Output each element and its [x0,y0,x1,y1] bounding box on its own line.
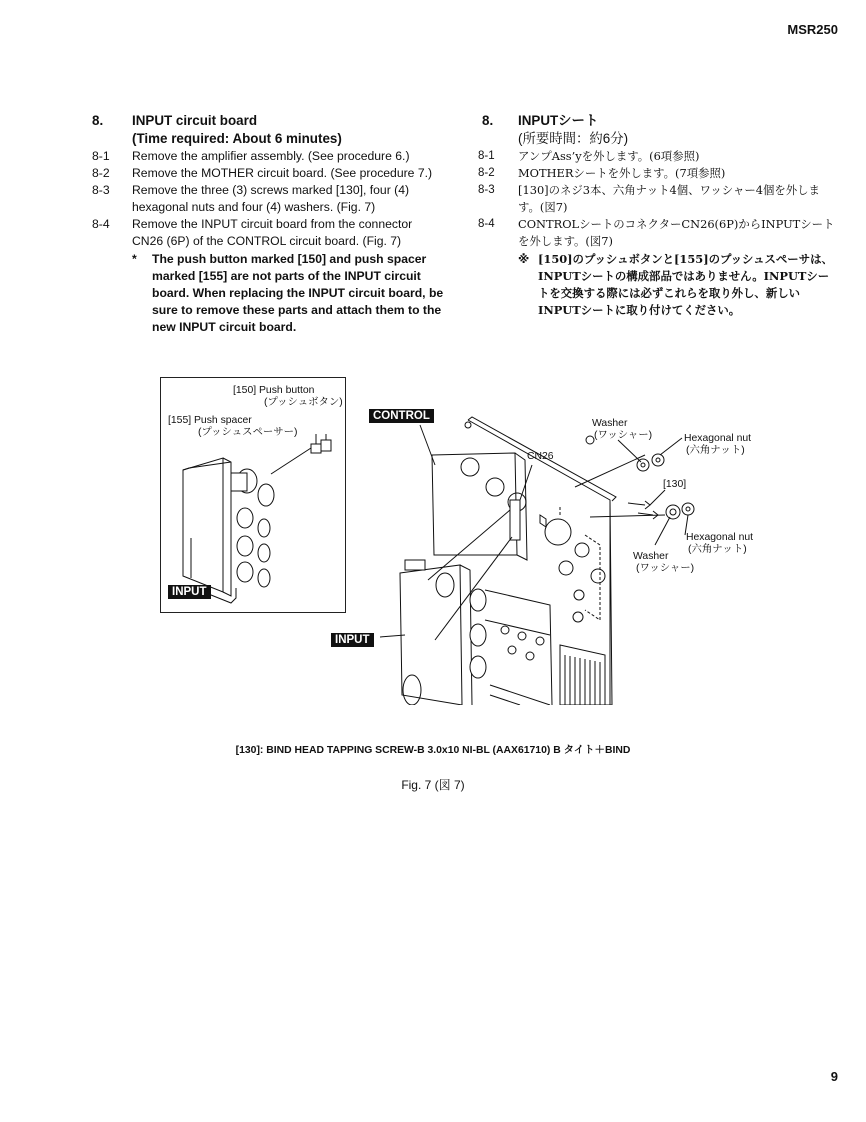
push-button-label: [150] Push button [233,385,315,396]
step-8-2 [92,165,444,182]
step-text: Remove the INPUT circuit board from the connector CN26 (6P) of the CONTROL circuit board. (Fig. 7) [132,217,413,248]
step-number: 8-3 [478,184,495,196]
section-number: 8. [92,113,104,128]
step-text: アンプAss’yを外します。(6項参照) [518,149,700,163]
step-number: 8-1 [92,149,110,163]
step-number: 8-4 [92,217,110,231]
screw-spec-note: [130]: BIND HEAD TAPPING SCREW-B 3.0x10 NI-BL (AAX61710) B タイト＋BIND [235,745,631,756]
step-8-1 [92,148,444,165]
step-8-3 [92,182,444,216]
washer-label-top: Washer [592,418,628,429]
hexnut-label-bottom-jp: (六角ナット) [688,544,747,555]
push-spacer-label: [155] Push spacer [168,415,252,426]
time-required-text: (Time required: About 6 minutes) [132,131,342,146]
inset-input-tag: INPUT [168,585,211,599]
note-jp [518,251,836,319]
step-number: 8-4 [478,218,495,230]
step-number: 8-2 [92,166,110,180]
figure-caption: Fig. 7 (図 7) [401,778,465,792]
note-mark: ※ [518,252,530,266]
section-heading-jp [478,112,836,130]
control-board-tag: CONTROL [369,409,434,423]
inset-board-drawing [161,378,345,612]
step-number: 8-3 [92,183,110,197]
time-required [92,130,444,148]
step-8-4 [92,216,444,250]
step-text: [130]のネジ3本、六角ナット4個、ワッシャー4個を外します。(図7) [518,183,820,214]
note-text: The push button marked [150] and push spacer marked [155] are not parts of the INPUT circuit board. When replacing the INPUT circuit board, be sure to remove these parts and attach them to the new INPUT circuit board. [152,252,444,334]
step-text: Remove the MOTHER circuit board. (See procedure 7.) [132,166,433,180]
note-text: [150]のプッシュボタンと[155]のプッシュスペーサは、INPUTシートの構成部品ではありません。INPUTシートを交換する際には必ずこれらを取り外し、新しいINPUTシートに取り付けてください。 [538,252,833,317]
time-required-jp-text: (所要時間：約6分) [518,131,629,146]
note-mark: * [132,252,137,266]
step-8-1-jp [478,148,836,165]
hexnut-label-top: Hexagonal nut [684,433,752,444]
step-number: 8-2 [478,167,495,179]
japanese-procedure [478,112,836,319]
hexnut-label-bottom: Hexagonal nut [686,532,754,543]
step-8-4-jp [478,216,836,250]
step-8-2-jp [478,165,836,182]
step-text: Remove the three (3) screws marked [130], four (4) hexagonal nuts and four (4) washers. (Fig. 7) [132,183,410,214]
hexnut-label-top-jp: (六角ナット) [686,445,745,456]
note [132,251,444,336]
screw-ref-label: [130] [663,479,687,490]
step-text: Remove the amplifier assembly. (See procedure 6.) [132,149,410,163]
push-button-label-jp: (プッシュボタン) [264,397,343,408]
section-title: INPUT circuit board [132,113,257,128]
input-board-tag: INPUT [331,633,374,647]
section-number-jp: 8. [482,113,494,128]
section-title-jp: INPUTシート [518,113,599,128]
time-required-jp [478,130,836,148]
washer-label-bottom-jp: (ワッシャー) [636,563,695,574]
step-number: 8-1 [478,150,495,162]
washer-label-top-jp: (ワッシャー) [594,430,653,441]
washer-label-bottom: Washer [633,551,669,562]
english-procedure [92,112,444,336]
cn26-label: CN26 [527,451,554,462]
section-heading [92,112,444,130]
push-spacer-label-jp: (プッシュスペーサー) [198,427,298,438]
model-name: MSR250 [787,22,838,37]
inset-detail-box [160,377,346,613]
page-number: 9 [830,1069,838,1084]
step-text: MOTHERシートを外します。(7項参照) [518,166,726,180]
step-text: CONTROLシートのコネクターCN26(6P)からINPUTシートを外します。(図7) [518,217,835,248]
step-8-3-jp [478,182,836,216]
